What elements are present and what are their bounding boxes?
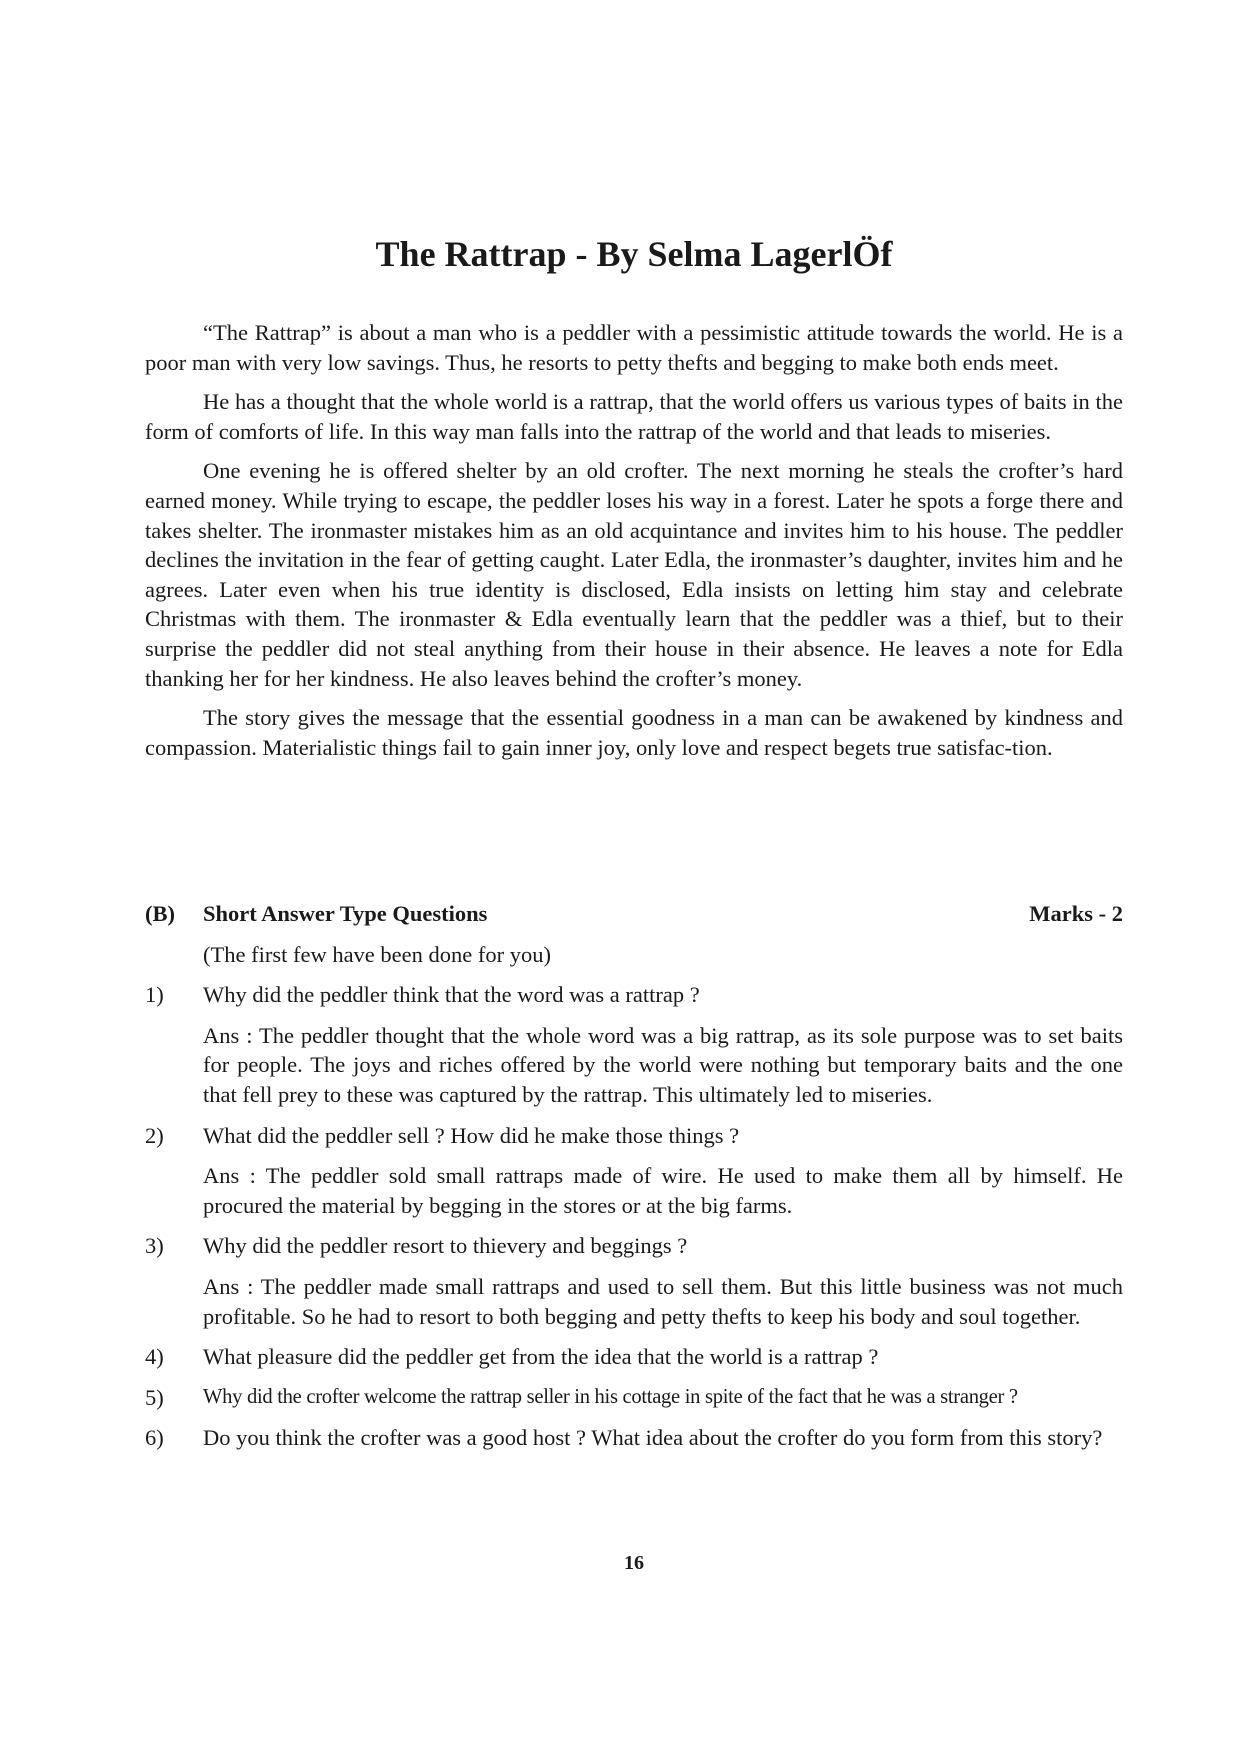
section-label <box>145 899 487 929</box>
answer-text: Ans : The peddler thought that the whole word was a big rattrap, as its sole purpose was to set baits for people. The joys and riches offered by the world were nothing but temporary baits and the one that fell prey to these was captured by the rattrap. This ultimately led to miseries. <box>203 1022 1123 1107</box>
question-section <box>145 899 1123 1464</box>
question-text: What did the peddler sell ? How did he make those things ? <box>203 1122 740 1148</box>
answer-text: Ans : The peddler made small rattraps and used to sell them. But this little business was not much profitable. So he had to resort to both begging and petty thefts to keep his body and soul together. <box>203 1273 1123 1329</box>
question-item <box>145 1342 1123 1372</box>
question-number: 3) <box>145 1233 164 1259</box>
section-marks: Marks - 2 <box>1029 901 1123 926</box>
summary-paragraph: The story gives the message that the essential goodness in a man can be awakened by kindness and compassion. Materialistic things fail to gain inner joy, only love and respect begets true satisfac-tion. <box>145 705 1123 760</box>
summary-paragraph: “The Rattrap” is about a man who is a peddler with a pessimistic attitude towards the world. He is a poor man with very low savings. Thus, he resorts to petty thefts and begging to make both ends meet. <box>145 320 1123 375</box>
summary-paragraph: One evening he is offered shelter by an old crofter. The next morning he steals the crofter’s hard earned money. While trying to escape, the peddler loses his way in a forest. Later he spots a forge there and takes shelter. The ironmaster mistakes him as an old acquintance and invites him to his house. The peddler declines the invitation in the fear of getting caught. Later Edla, the ironmaster’s daughter, invites him and he agrees. Later even when his true identity is disclosed, Edla insists on letting him stay and celebrate Christmas with them. The ironmaster & Edla eventually learn that the peddler was a thief, but to their surprise the peddler did not steal anything from their house in their absence. He leaves a note for Edla thanking her for her kindness. He also leaves behind the crofter’s money. <box>145 458 1123 691</box>
section-heading <box>145 899 1123 929</box>
section-letter: (B) <box>145 901 175 926</box>
question-text: Do you think the crofter was a good host ? What idea about the crofter do you form from this story? <box>203 1425 1103 1451</box>
question-item <box>145 1383 1123 1413</box>
question-text: Why did the peddler think that the word was a rattrap ? <box>203 982 700 1008</box>
question-item <box>145 980 1123 1010</box>
page-number: 16 <box>624 1552 644 1574</box>
summary-paragraph: He has a thought that the whole world is a rattrap, that the world offers us various types of baits in the form of comforts of life. In this way man falls into the rattrap of the world and that leads to miseries. <box>145 389 1123 444</box>
question-number: 1) <box>145 982 164 1008</box>
question-number: 6) <box>145 1425 164 1451</box>
question-text: Why did the crofter welcome the rattrap seller in his cottage in spite of the fact that he was a stranger ? <box>203 1385 1018 1408</box>
section-note: (The first few have been done for you) <box>203 941 551 967</box>
document-page <box>145 0 1123 1755</box>
summary-text <box>145 318 1123 772</box>
question-item <box>145 1423 1123 1453</box>
question-number: 4) <box>145 1344 164 1370</box>
question-number: 5) <box>145 1384 164 1410</box>
page-title: The Rattrap - By Selma LagerlÖf <box>375 234 893 274</box>
section-title: Short Answer Type Questions <box>203 901 488 926</box>
question-text: What pleasure did the peddler get from the idea that the world is a rattrap ? <box>203 1344 879 1370</box>
question-item <box>145 1231 1123 1261</box>
question-item <box>145 1121 1123 1151</box>
question-text: Why did the peddler resort to thievery and beggings ? <box>203 1233 688 1259</box>
question-number: 2) <box>145 1122 164 1148</box>
answer-text: Ans : The peddler sold small rattraps made of wire. He used to make them all by himself. He procured the material by begging in the stores or at the big farms. <box>203 1163 1123 1218</box>
